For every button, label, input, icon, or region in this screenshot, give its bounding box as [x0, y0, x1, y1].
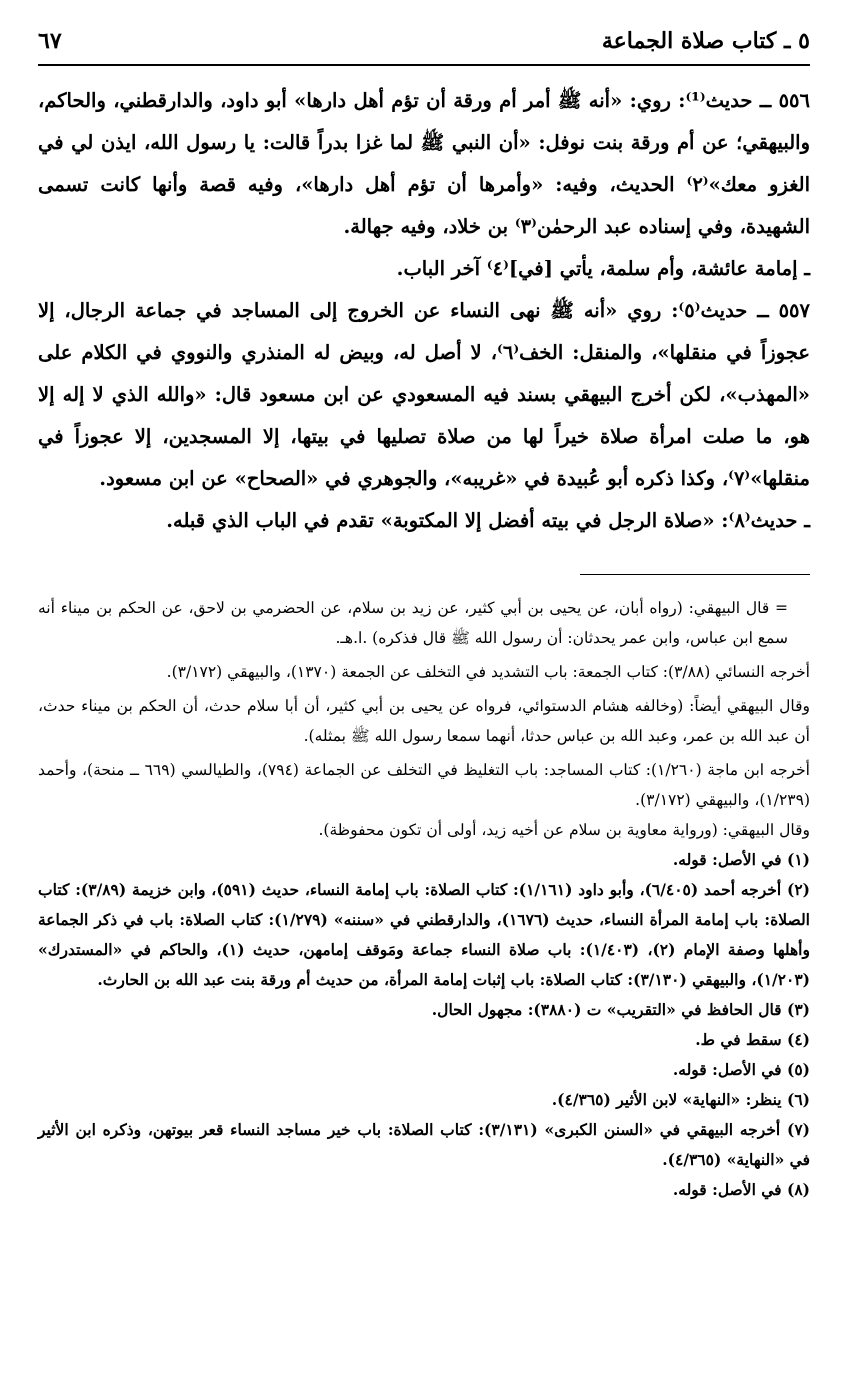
footnotes — [38, 593, 810, 1205]
footnote-1: (١) في الأصل: قوله. — [672, 850, 810, 869]
running-header — [38, 26, 810, 66]
footnote-7: (٧) أخرجه البيهقي في «السنن الكبرى» (٣/١٣١): كتاب الصلاة: باب خير مساجد النساء قعر بيوتهن، وذكره ابن الأثير في «النهاية» (٤/٣٦٥). — [38, 1120, 810, 1169]
footnote-bayhaqi-2: وقال البيهقي أيضاً: (وخالفه هشام الدستوائي، فرواه عن يحيى بن أبي كثير، أن أبا سلام حدث، أن الحكم بن ميناء حدث، أن عبد الله بن عمر، وعبد الله بن عباس حدثا، أنهما سمعا رسول الله ﷺ بمثله). — [38, 697, 810, 745]
footnote-continuation: = قال البيهقي: (رواه أبان، عن يحيى بن أبي كثير، عن زيد بن سلام، عن الحضرمي بن لاحق، عن الحكم بن ميناء أنه سمع ابن عباس، وابن عمر يحدثان: أن رسول الله ﷺ قال فذكره) .ا.هـ. — [38, 599, 788, 647]
footnote-8: (٨) في الأصل: قوله. — [672, 1180, 810, 1199]
page-number: ٦٧ — [38, 28, 62, 54]
footnote-6: (٦) ينظر: «النهاية» لابن الأثير (٤/٣٦٥). — [551, 1090, 810, 1109]
paragraph-hadith-556: ٥٥٦ ــ حديث⁽¹⁾: روي: «أنه ﷺ أمر أم ورقة أن تؤم أهل دارها» أبو داود، والدارقطني، والحاكم، والبيهقي؛ عن أم ورقة بنت نوفل: «أن النبي ﷺ لما غزا بدراً قالت: يا رسول الله، ايذن لي في الغزو معك»⁽٢⁾ الحديث، وفيه: «وأمرها أن تؤم أهل دارها»، وفيه قصة وأنها كانت تسمى الشهيدة، وفي إسناده عبد الرحمٰن⁽٣⁾ بن خلاد، وفيه جهالة. — [38, 89, 810, 238]
chapter-title: ٥ ـ كتاب صلاة الجماعة — [601, 28, 810, 54]
paragraph-prayer-at-home: ـ حديث⁽٨⁾: «صلاة الرجل في بيته أفضل إلا المكتوبة» تقدم في الباب الذي قبله. — [166, 509, 810, 532]
footnote-bayhaqi-3: وقال البيهقي: (ورواية معاوية بن سلام عن أخيه زيد، أولى أن تكون محفوظة). — [318, 821, 810, 839]
footnote-ibn-majah: أخرجه ابن ماجة (١/٢٦٠): كتاب المساجد: باب التغليظ في التخلف عن الجماعة (٧٩٤)، والطيالسي (٦٦٩ ــ منحة)، وأحمد (١/٢٣٩)، والبيهقي (٣/١٧٢). — [38, 761, 810, 809]
footnote-4: (٤) سقط في ط. — [695, 1030, 810, 1049]
footnote-nasai: أخرجه النسائي (٣/٨٨): كتاب الجمعة: باب التشديد في التخلف عن الجمعة (١٣٧٠)، والبيهقي (٣/١٧٢). — [166, 663, 810, 681]
paragraph-imama-note: ـ إمامة عائشة، وأم سلمة، يأتي [في]⁽٤⁾ آخر الباب. — [396, 257, 810, 280]
footnote-divider — [580, 574, 810, 575]
footnote-2: (٢) أخرجه أحمد (٦/٤٠٥)، وأبو داود (١/١٦١): كتاب الصلاة: باب إمامة النساء، حديث (٥٩١)، وابن خزيمة (٣/٨٩): كتاب الصلاة: باب إمامة المرأة النساء، حديث (١٦٧٦)، والدارقطني في «سننه» (١/٢٧٩): كتاب الصلاة: باب في ذكر الجماعة وأهلها وصفة الإمام (٢)، (١/٤٠٣): باب صلاة النساء جماعة ومَوقف إمامهن، حديث (١)، والحاكم في «المستدرك» (١/٢٠٣)، والبيهقي (٣/١٣٠): كتاب الصلاة: باب إثبات إمامة المرأة، من حديث أم ورقة بنت عبد الله بن الحارث. — [38, 880, 810, 989]
footnote-5: (٥) في الأصل: قوله. — [672, 1060, 810, 1079]
footnote-3: (٣) قال الحافظ في «التقريب» ت (٣٨٨٠): مجهول الحال. — [431, 1000, 810, 1019]
book-page — [38, 26, 810, 1205]
paragraph-hadith-557: ٥٥٧ ــ حديث⁽٥⁾: روي «أنه ﷺ نهى النساء عن الخروج إلى المساجد في جماعة الرجال، إلا عجوزاً في منقلها»، والمنقل: الخف⁽٦⁾، لا أصل له، وبيض له المنذري والنووي في الكلام على «المهذب»، لكن أخرج البيهقي بسند فيه المسعودي عن ابن مسعود قال: «والله الذي لا إله إلا هو، ما صلت امرأة صلاة خيراً لها من صلاة تصليها في بيتها، إلا المسجدين، إلا عجوزاً في منقلها»⁽٧⁾، وكذا ذكره أبو عُبيدة في «غريبه»، والجوهري في «الصحاح» عن ابن مسعود. — [38, 299, 810, 490]
main-text — [38, 80, 810, 542]
